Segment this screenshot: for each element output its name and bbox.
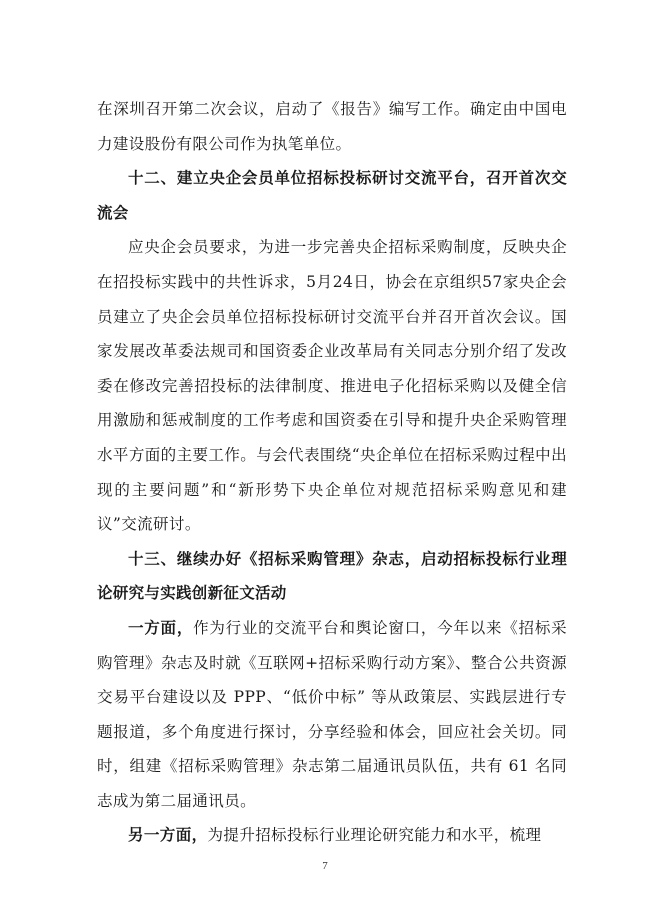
paragraph-text-first: 作为行业的交流平台和舆论窗口，今年以来《招标采购管理》杂志及时就《互联网+招标采购行动方案》、整合公共资源交易平台建设以及 PPP、“低价中标” 等从政策层、实践层进行专题报道，多个角度进行探讨，分享经验和体会，回应社会关切。同时，组建《招标采购管理》杂志第二届通讯员队伍，共有 61 名同志成为第二届通讯员。 [97, 618, 567, 810]
paragraph-continuation: 在深圳召开第二次会议，启动了《报告》编写工作。确定由中国电力建设股份有限公司作为执笔单位。 [97, 100, 567, 153]
page-number: 7 [322, 860, 328, 872]
lead-phrase-first: 一方面， [128, 618, 194, 637]
lead-phrase-second: 另一方面， [128, 826, 208, 845]
page-body [97, 92, 567, 853]
paragraph-section-13-first [97, 611, 567, 819]
paragraph-section-12: 应央企会员要求，为进一步完善央企招标采购制度，反映央企在招投标实践中的共性诉求，5月24日，协会在京组织57家央企会员建立了央企会员单位招标投标研讨交流平台并召开首次会议。国家发展改革委法规司和国资委企业改革局有关同志分别介绍了发改委在修改完善招投标的法律制度、推进电子化招标采购以及健全信用激励和惩戒制度的工作考虑和国资委在引导和提升央企采购管理水平方面的主要工作。与会代表围绕“央企单位在招标采购过程中出现的主要问题”和“新形势下央企单位对规范招标采购意见和建议”交流研讨。 [97, 238, 567, 534]
section-heading-12: 十二、建立央企会员单位招标投标研讨交流平台，召开首次交流会 [97, 169, 567, 222]
paragraph-section-13-second [97, 818, 567, 853]
section-heading-13: 十三、继续办好《招标采购管理》杂志，启动招标投标行业理论研究与实践创新征文活动 [97, 549, 567, 603]
paragraph-text-second: 为提升招标投标行业理论研究能力和水平，梳理 [207, 826, 542, 845]
